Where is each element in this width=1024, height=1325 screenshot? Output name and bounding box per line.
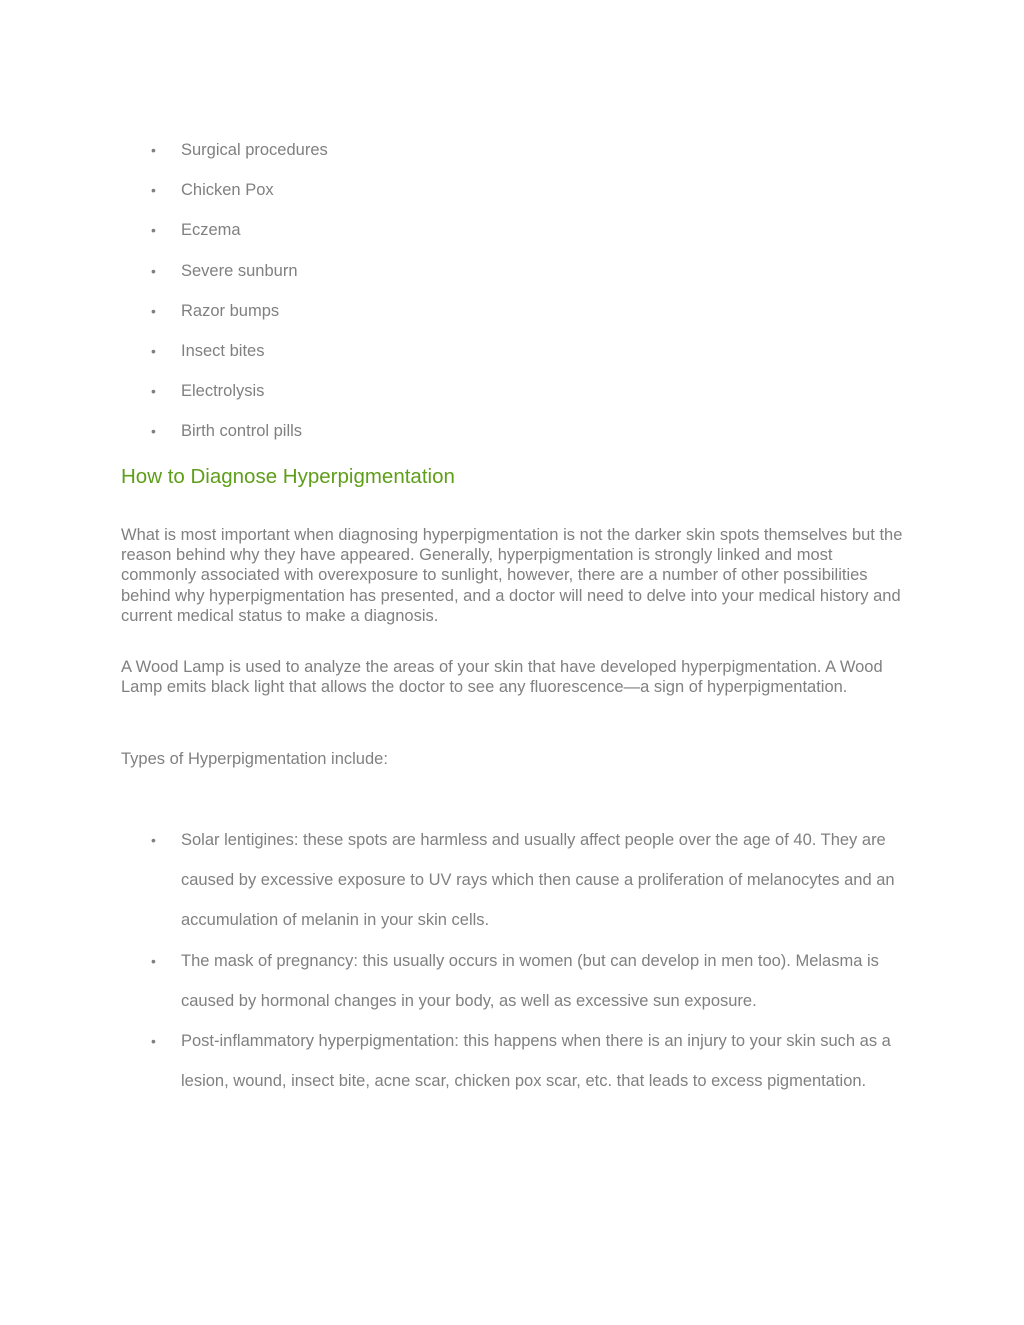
- bullet-icon: •: [151, 302, 156, 319]
- paragraph-types-intro: Types of Hyperpigmentation include:: [121, 750, 388, 768]
- list-item-text: Eczema: [181, 221, 241, 240]
- bullet-icon: •: [151, 222, 156, 239]
- bullet-icon: •: [151, 182, 156, 199]
- list-item: [121, 179, 328, 219]
- bullet-icon: •: [151, 142, 156, 158]
- list-item-text: Severe sunburn: [181, 261, 298, 280]
- bullet-icon: •: [151, 262, 156, 279]
- bullet-icon: •: [151, 952, 156, 969]
- bullet-icon: •: [151, 383, 156, 400]
- list-item: [121, 260, 328, 300]
- list-item-text: Razor bumps: [181, 301, 280, 320]
- list-item: [121, 219, 328, 259]
- list-item-text: Birth control pills: [181, 422, 303, 441]
- bullet-icon: •: [151, 423, 156, 440]
- list-item: [121, 1021, 911, 1101]
- paragraph-diagnosis: What is most important when diagnosing hyperpigmentation is not the darker skin spots themselves but the reason behind why they have appeared. Generally, hyperpigmentation is strongly linked and most commonly associated with overexposure to sunlight, however, there are a number of other possibilities behind why hyperpigmentation has presented, and a doctor will need to delve into your medical history and current medical status to make a diagnosis.: [121, 526, 903, 625]
- list-item: [121, 380, 328, 420]
- list-item: [121, 941, 911, 1021]
- list-item: [121, 139, 328, 179]
- list-item-text: Surgical procedures: [181, 141, 328, 159]
- list-item: [121, 300, 328, 340]
- list-item: [121, 340, 328, 380]
- list-item-text: The mask of pregnancy: this usually occurs in women (but can develop in men too). Melasma is caused by hormonal changes in your body, as well as excessive sun exposure.: [181, 951, 879, 1010]
- paragraph-wood-lamp: A Wood Lamp is used to analyze the areas of your skin that have developed hyperpigmentation. A Wood Lamp emits black light that allows the doctor to see any fluorescence—a sign of hyperpigmentation.: [121, 658, 883, 697]
- causes-list: [121, 139, 328, 461]
- list-item: [121, 820, 911, 941]
- list-item-text: Electrolysis: [181, 382, 265, 401]
- list-item-text: Solar lentigines: these spots are harmless and usually affect people over the age of 40. They are caused by excessive exposure to UV rays which then cause a proliferation of melanocytes and an accumulation of melanin in your skin cells.: [181, 831, 895, 930]
- bullet-icon: •: [151, 342, 156, 359]
- list-item-text: Post-inflammatory hyperpigmentation: this happens when there is an injury to your skin such as a lesion, wound, insect bite, acne scar, chicken pox scar, etc. that leads to excess pigmentation.: [181, 1032, 891, 1091]
- list-item-text: Insect bites: [181, 341, 265, 360]
- section-heading: How to Diagnose Hyperpigmentation: [121, 465, 455, 488]
- bullet-icon: •: [151, 832, 156, 848]
- bullet-icon: •: [151, 1033, 156, 1050]
- types-list: [121, 820, 911, 1101]
- list-item: [121, 420, 328, 460]
- list-item-text: Chicken Pox: [181, 181, 274, 200]
